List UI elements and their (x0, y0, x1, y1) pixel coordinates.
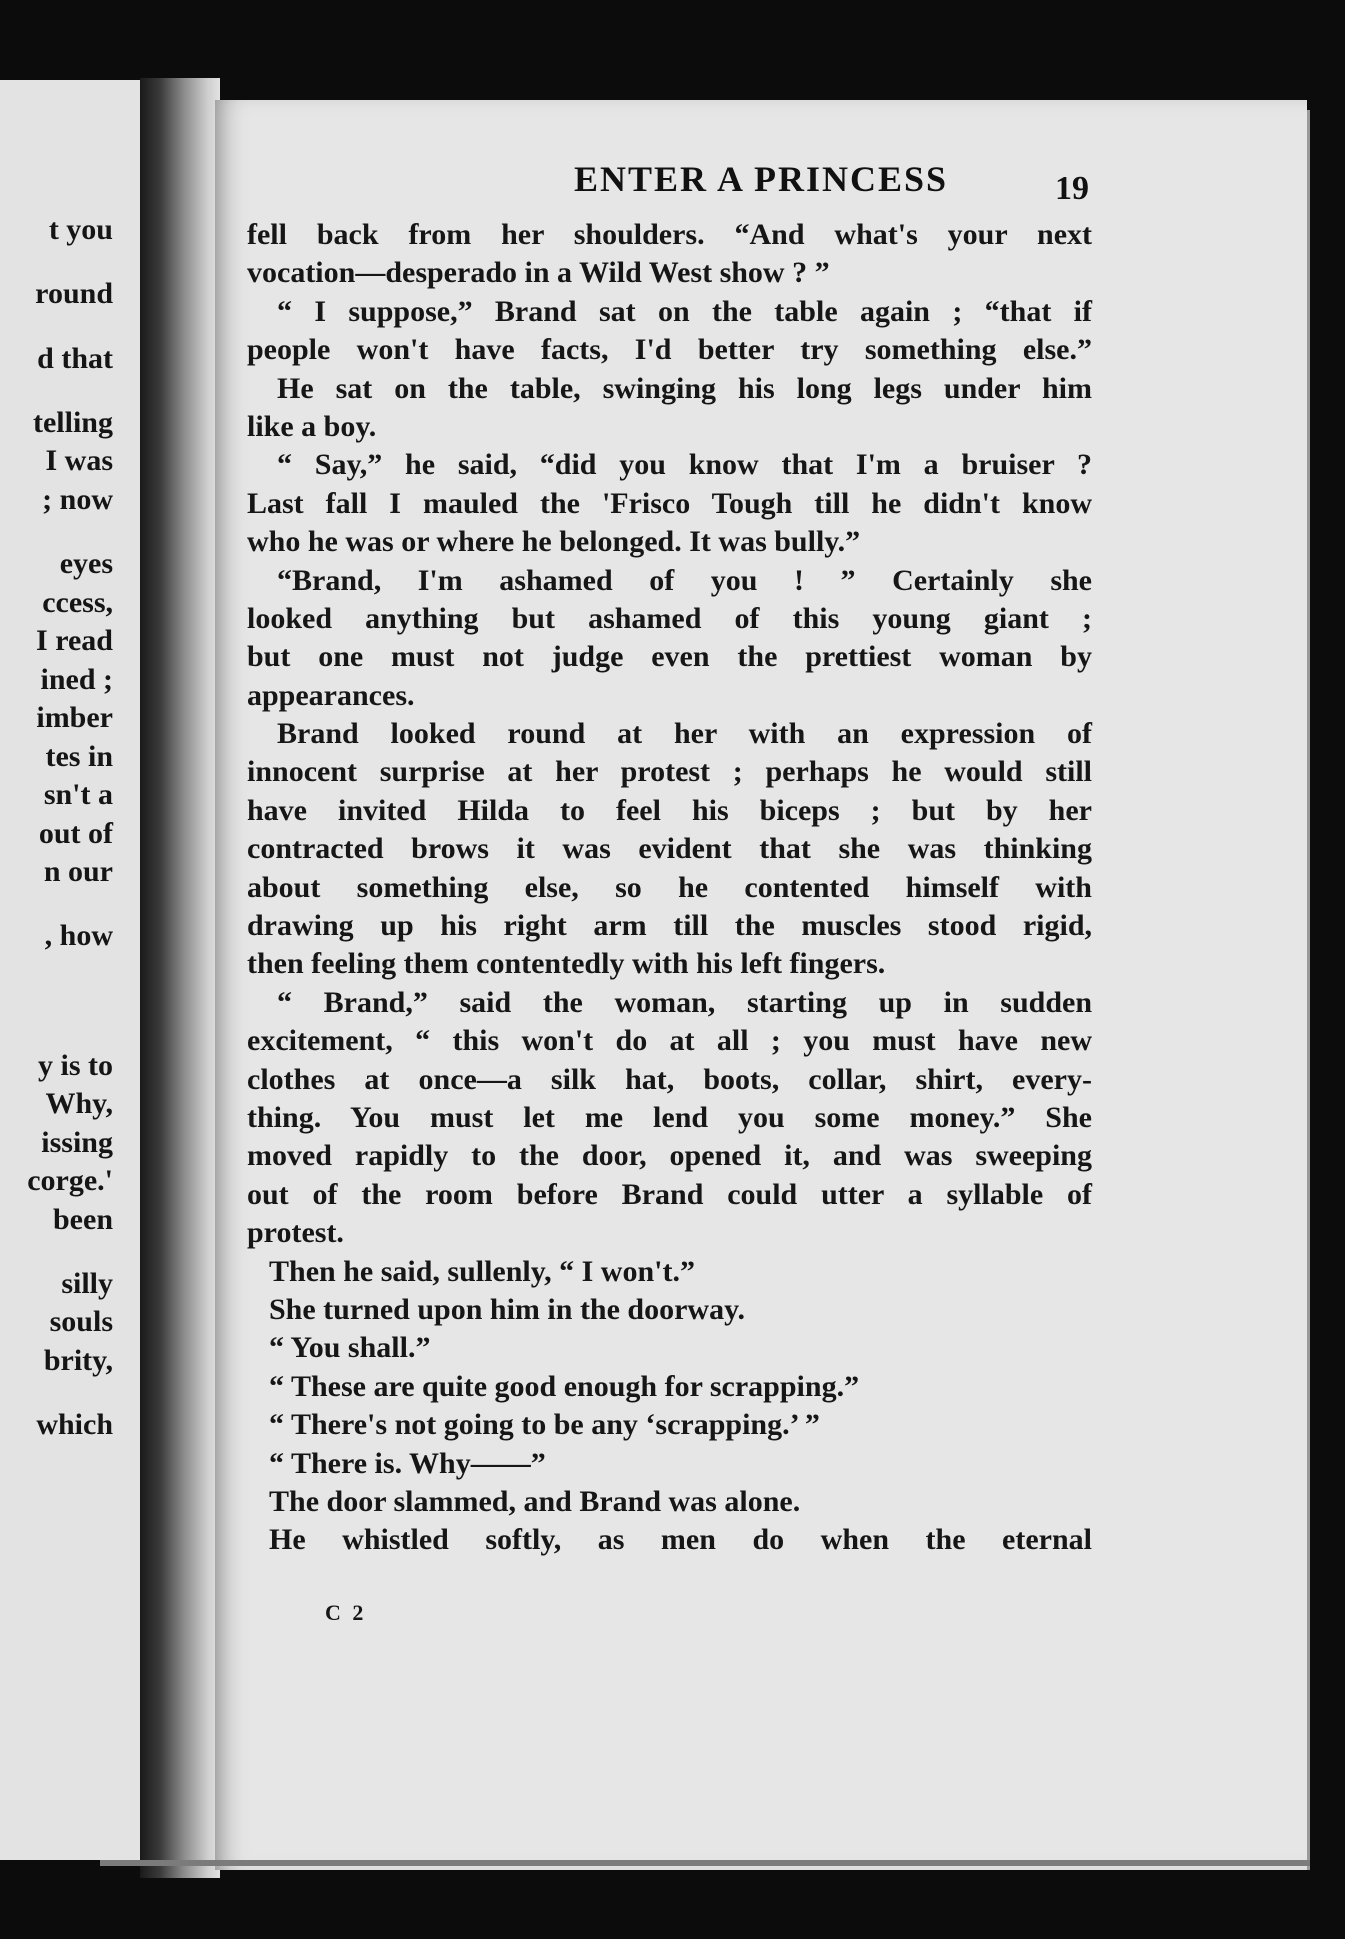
left-line: , how (44, 919, 113, 952)
left-line: Why, (45, 1087, 113, 1120)
text-line: appearances. (247, 678, 415, 712)
text-line: thing. You must let me lend you some money.” She (247, 1100, 1092, 1134)
book-gutter (140, 78, 220, 1878)
text-line: “ You shall.” (269, 1331, 431, 1365)
text-line: who he was or where he belonged. It was bully.” (247, 525, 861, 559)
text-line: people won't have facts, I'd better try something else.” (247, 333, 1092, 367)
page-number: 19 (1055, 170, 1089, 207)
left-line: y is to (38, 1049, 113, 1082)
text-line: like a boy. (247, 409, 377, 443)
text-line: then feeling them contentedly with his left fingers. (247, 947, 886, 981)
text-line: Brand looked round at her with an expression of (277, 717, 1092, 751)
text-line: drawing up his right arm till the muscles stood rigid, (247, 909, 1092, 943)
left-line: souls (49, 1305, 113, 1338)
left-line: n our (43, 855, 113, 888)
left-line: ined ; (40, 663, 113, 696)
text-line: “Brand, I'm ashamed of you ! ” Certainly she (277, 563, 1092, 597)
signature-mark: C 2 (325, 1600, 367, 1625)
left-line: been (53, 1203, 113, 1236)
text-line: Last fall I mauled the 'Frisco Tough till he didn't know (247, 486, 1092, 520)
text-line: He whistled softly, as men do when the eternal (269, 1523, 1092, 1557)
left-line: silly (61, 1267, 113, 1300)
text-line: out of the room before Brand could utter a syllable of (247, 1177, 1092, 1211)
text-line: have invited Hilda to feel his biceps ; but by her (247, 793, 1092, 827)
text-line: “ These are quite good enough for scrapping.” (269, 1369, 860, 1403)
text-line: about something else, so he contented himself with (247, 870, 1092, 904)
left-line: issing (41, 1126, 113, 1159)
left-line: d that (37, 342, 113, 375)
left-line: corge.' (27, 1164, 113, 1197)
text-line: She turned upon him in the doorway. (269, 1292, 745, 1326)
left-line: tes in (45, 740, 113, 773)
running-head-text: ENTER A PRINCESS (573, 159, 949, 199)
text-line: but one must not judge even the prettiest woman by (247, 640, 1092, 674)
left-line: I read (36, 624, 113, 657)
text-line: looked anything but ashamed of this young giant ; (247, 601, 1092, 635)
left-line: ccess, (42, 586, 113, 619)
left-line: eyes (59, 547, 113, 580)
text-line: contracted brows it was evident that she was thinking (247, 832, 1092, 866)
text-line: moved rapidly to the door, opened it, and was sweeping (247, 1139, 1092, 1173)
text-line: “ There's not going to be any ‘scrapping.’ ” (269, 1408, 820, 1442)
text-line: fell back from her shoulders. “And what's your next (247, 218, 1092, 251)
text-line: innocent surprise at her protest ; perhaps he would still (247, 755, 1092, 789)
text-line: He sat on the table, swinging his long legs under him (277, 371, 1092, 405)
left-line: which (36, 1408, 113, 1441)
text-line: “ Brand,” said the woman, starting up in sudden (277, 985, 1092, 1019)
left-line: imber (36, 701, 113, 734)
left-line: I was (45, 444, 113, 477)
text-line: protest. (247, 1216, 344, 1250)
text-line: “ Say,” he said, “did you know that I'm a bruiser ? (277, 448, 1092, 482)
text-line: vocation—desperado in a Wild West show ? ” (247, 256, 830, 290)
left-line: sn't a (43, 778, 113, 811)
left-line: round (35, 277, 113, 310)
text-line: The door slammed, and Brand was alone. (269, 1484, 801, 1518)
running-head (215, 158, 1307, 200)
left-line: telling (33, 406, 113, 439)
text-line: excitement, “ this won't do at all ; you must have new (247, 1024, 1092, 1058)
left-line: brity, (43, 1344, 113, 1377)
left-line: ; now (42, 483, 113, 516)
right-page (215, 100, 1307, 1870)
text-line: “ There is. Why——” (269, 1446, 546, 1480)
left-line: out of (38, 817, 113, 850)
text-line: “ I suppose,” Brand sat on the table again ; “that if (277, 294, 1092, 328)
left-line: t you (48, 213, 113, 246)
body-text (247, 216, 1092, 1560)
text-line: Then he said, sullenly, “ I won't.” (269, 1254, 695, 1288)
bottom-edge-rule (100, 1860, 1310, 1866)
text-line: clothes at once—a silk hat, boots, collar, shirt, every- (247, 1062, 1092, 1096)
